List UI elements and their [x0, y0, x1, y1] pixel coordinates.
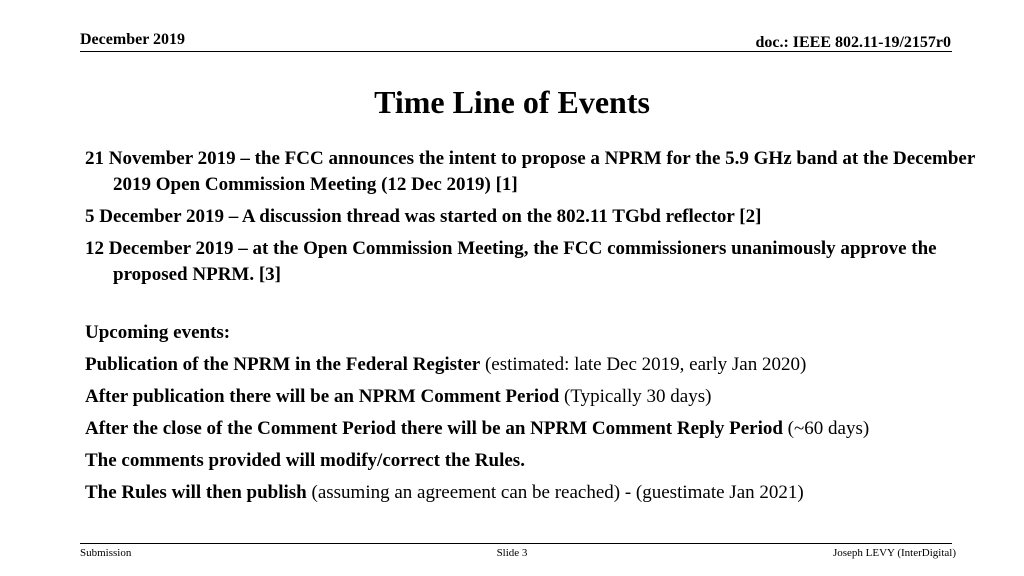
footer-submission: Submission	[80, 547, 132, 559]
upcoming-item-bold: After the close of the Comment Period there will be an NPRM Comment Reply Period	[85, 418, 783, 439]
upcoming-item-bold: Publication of the NPRM in the Federal Register	[85, 354, 481, 375]
upcoming-item	[85, 384, 985, 410]
upcoming-item-note: (Typically 30 days)	[559, 386, 712, 407]
upcoming-item-note: (assuming an agreement can be reached) - (guestimate Jan 2021)	[306, 482, 804, 503]
header-doc-id: doc.: IEEE 802.11-19/2157r0	[755, 34, 951, 51]
event-item	[85, 236, 985, 288]
upcoming-item-bold: The Rules will then publish	[85, 482, 307, 503]
upcoming-heading-text: Upcoming events:	[85, 322, 231, 343]
upcoming-item	[85, 448, 985, 474]
slide-body	[85, 146, 985, 512]
upcoming-heading	[85, 320, 985, 346]
upcoming-item-note: (~60 days)	[782, 418, 870, 439]
slide-title: Time Line of Events	[374, 84, 650, 120]
event-text: 5 December 2019 – A discussion thread was started on the 802.11 TGbd reflector [2]	[85, 206, 762, 227]
event-text: 21 November 2019 – the FCC announces the intent to propose a NPRM for the 5.9 GHz band at the December 2019 Open Commission Meeting (12 Dec 2019) [1]	[85, 148, 975, 195]
footer-author: Joseph LEVY (InterDigital)	[832, 547, 956, 559]
header-date: December 2019	[80, 31, 185, 48]
spacer	[85, 294, 985, 320]
upcoming-item	[85, 352, 985, 378]
upcoming-item	[85, 416, 985, 442]
upcoming-item-note: (estimated: late Dec 2019, early Jan 2020)	[480, 354, 807, 375]
footer-slide-number: Slide 3	[496, 547, 528, 559]
upcoming-item	[85, 480, 985, 506]
upcoming-item-bold: The comments provided will modify/correct the Rules.	[85, 450, 525, 471]
upcoming-item-bold: After publication there will be an NPRM Comment Period	[85, 386, 560, 407]
header-rule	[80, 51, 952, 52]
footer-rule	[80, 543, 952, 544]
event-text: 12 December 2019 – at the Open Commission Meeting, the FCC commissioners unanimously approve the proposed NPRM. [3]	[85, 238, 937, 285]
event-item	[85, 146, 985, 198]
event-item	[85, 204, 985, 230]
